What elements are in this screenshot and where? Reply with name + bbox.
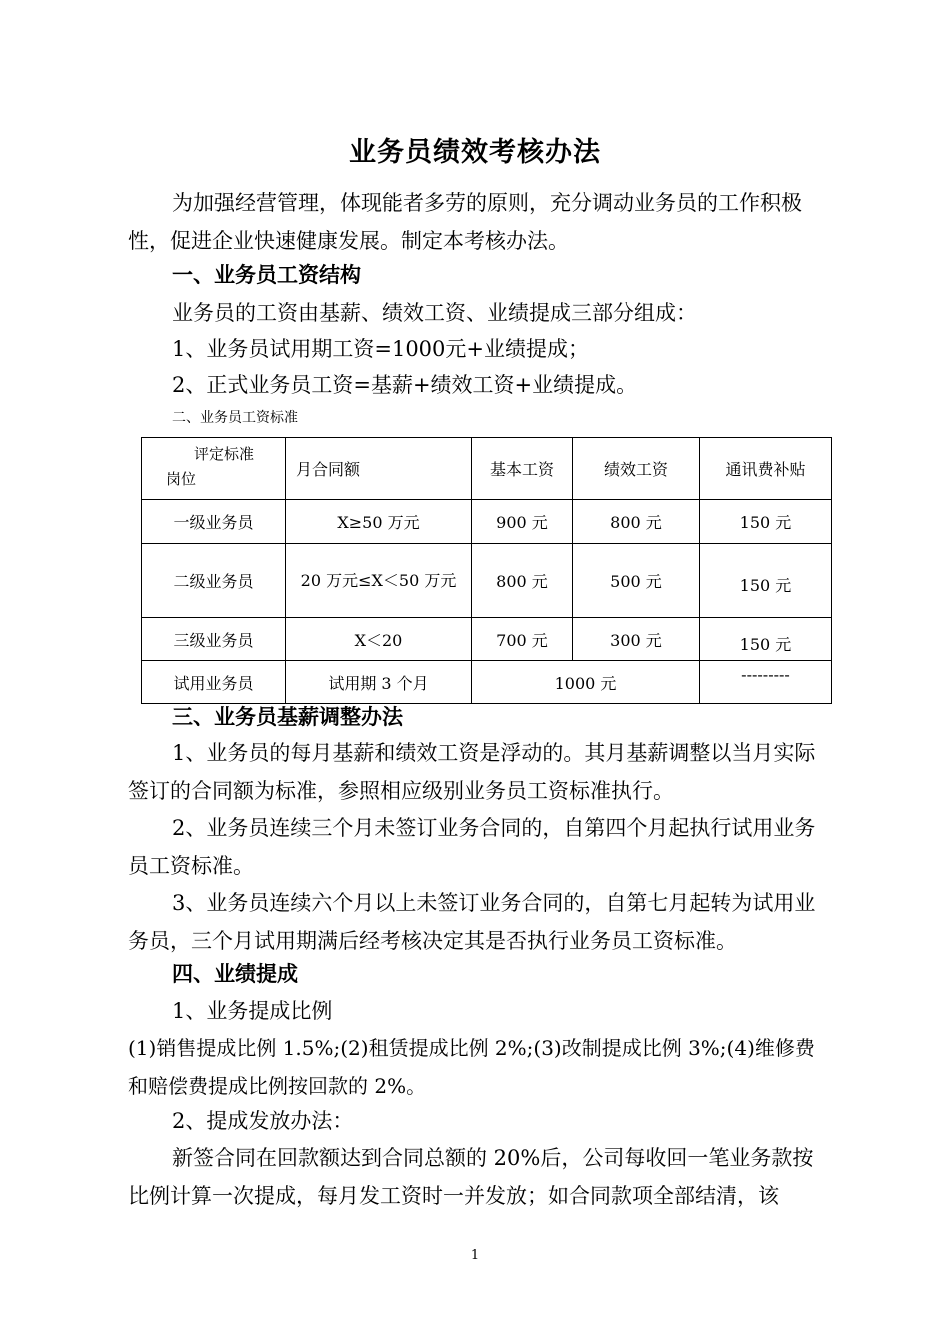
table-cell: 150 元 xyxy=(700,544,832,618)
table-cell: 150 元 xyxy=(700,500,832,544)
salary-composition-line: 业务员的工资由基薪、绩效工资、业绩提成三部分组成： xyxy=(172,301,697,325)
corner-header-position: 岗位 xyxy=(166,470,197,488)
corner-header-criteria: 评定标准 xyxy=(194,445,255,463)
table-cell: --------- xyxy=(700,661,832,704)
corner-header-cell xyxy=(142,438,286,500)
table-row xyxy=(142,544,832,618)
document-title: 业务员绩效考核办法 xyxy=(349,137,601,168)
intro-paragraph: 为加强经营管理，体现能者多劳的原则，充分调动业务员的工作积极性，促进企业快速健康发展。制定本考核办法。 xyxy=(128,191,802,253)
section-3-heading: 三、业务员基薪调整办法 xyxy=(172,704,403,729)
table-cell: 900 元 xyxy=(472,500,573,544)
trial-salary-line: 1、业务员试用期工资=1000元+业绩提成； xyxy=(172,337,589,361)
table-cell: 800 元 xyxy=(472,544,573,618)
table-cell: 800 元 xyxy=(573,500,700,544)
table-cell: X＜20 xyxy=(286,618,472,661)
page-number: 1 xyxy=(470,1248,480,1263)
formal-salary-line: 2、正式业务员工资=基薪+绩效工资+业绩提成。 xyxy=(172,373,638,397)
table-cell: 一级业务员 xyxy=(142,500,286,544)
header-monthly-contract: 月合同额 xyxy=(286,438,472,500)
commission-rate-subheading: 1、业务提成比例 xyxy=(172,999,333,1023)
table-cell-merged: 1000 元 xyxy=(472,661,700,704)
header-communication-subsidy: 通讯费补贴 xyxy=(700,438,832,500)
table-cell: 试用期 3 个月 xyxy=(286,661,472,704)
payout-method-subheading: 2、提成发放办法： xyxy=(172,1109,354,1133)
header-performance-salary: 绩效工资 xyxy=(573,438,700,500)
adjustment-paragraph-2: 2、业务员连续三个月未签订业务合同的，自第四个月起执行试用业务员工资标准。 xyxy=(128,816,816,878)
table-cell: 300 元 xyxy=(573,618,700,661)
adjustment-paragraph-3: 3、业务员连续六个月以上未签订业务合同的，自第七月起转为试用业务员，三个月试用期满后经考核决定其是否执行业务员工资标准。 xyxy=(128,891,816,953)
payout-paragraph: 新签合同在回款额达到合同总额的 20%后，公司每收回一笔业务款按比例计算一次提成，每月发工资时一并发放；如合同款项全部结清，该 xyxy=(128,1146,814,1208)
table-cell: 三级业务员 xyxy=(142,618,286,661)
section-4-heading: 四、业绩提成 xyxy=(172,961,298,986)
table-cell: 700 元 xyxy=(472,618,573,661)
table-cell: 500 元 xyxy=(573,544,700,618)
salary-standard-table xyxy=(141,437,832,704)
table-cell: 二级业务员 xyxy=(142,544,286,618)
section-1-heading: 一、业务员工资结构 xyxy=(172,262,361,287)
table-cell: X≥50 万元 xyxy=(286,500,472,544)
commission-rates-paragraph: (1)销售提成比例 1.5%;(2)租赁提成比例 2%;(3)改制提成比例 3%;(4)维修费和赔偿费提成比例按回款的 2%。 xyxy=(128,1036,815,1098)
header-base-salary: 基本工资 xyxy=(472,438,573,500)
table-cell: 试用业务员 xyxy=(142,661,286,704)
table-cell: 20 万元≤X＜50 万元 xyxy=(286,544,472,618)
table-header-row xyxy=(142,438,832,500)
adjustment-paragraph-1: 1、业务员的每月基薪和绩效工资是浮动的。其月基薪调整以当月实际签订的合同额为标准，参照相应级别业务员工资标准执行。 xyxy=(128,741,816,803)
table-cell: 150 元 xyxy=(700,618,832,661)
section-2-heading: 二、业务员工资标准 xyxy=(172,410,298,426)
table-row xyxy=(142,618,832,661)
table-row xyxy=(142,500,832,544)
